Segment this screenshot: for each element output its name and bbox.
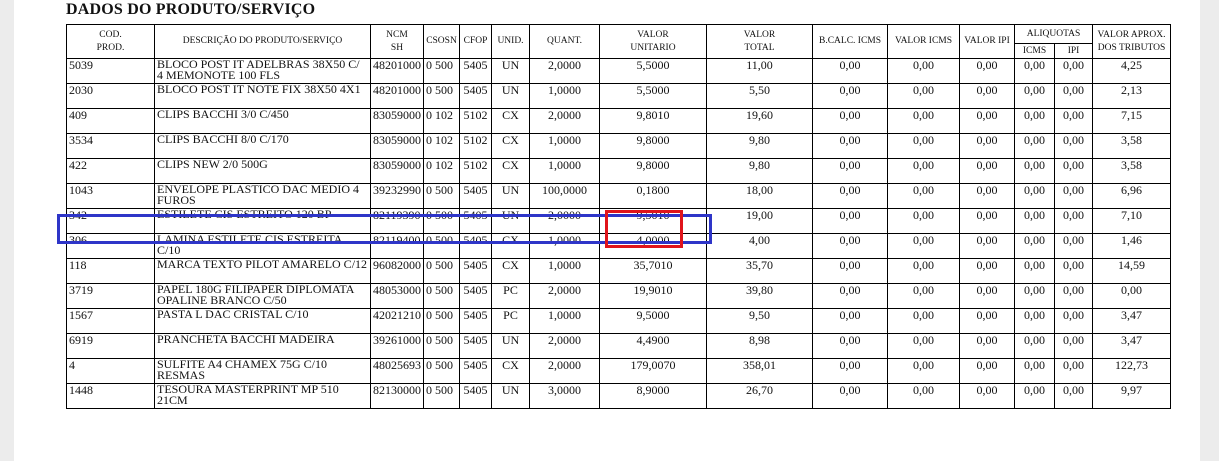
cell-cod: 118: [67, 259, 155, 284]
cell-unid: CX: [492, 109, 530, 134]
cell-valor-total: 26,70: [707, 384, 813, 409]
cell-cod: 306: [67, 234, 155, 259]
header-csosn: CSOSN: [424, 25, 460, 59]
cell-cod: 1448: [67, 384, 155, 409]
cell-valor-ipi: 0,00: [960, 259, 1015, 284]
cell-ncm: 83059000: [371, 134, 424, 159]
cell-csosn: 0 500: [424, 334, 460, 359]
cell-valor-aprox: 3,47: [1093, 309, 1171, 334]
cell-valor-aprox: 122,73: [1093, 359, 1171, 384]
cell-descricao: MARCA TEXTO PILOT AMARELO C/12: [155, 259, 371, 284]
cell-cod: 1043: [67, 184, 155, 209]
cell-unid: CX: [492, 234, 530, 259]
cell-aliquota-ipi: 0,00: [1055, 284, 1093, 309]
cell-bcalc-icms: 0,00: [813, 359, 888, 384]
cell-cod: 409: [67, 109, 155, 134]
cell-aliquota-icms: 0,00: [1015, 284, 1055, 309]
header-unid: UNID.: [492, 25, 530, 59]
cell-quant: 1,0000: [530, 259, 600, 284]
cell-cfop: 5405: [460, 84, 492, 109]
header-valor-total: VALOR TOTAL: [707, 25, 813, 59]
cell-unid: CX: [492, 134, 530, 159]
cell-valor-icms: 0,00: [888, 234, 960, 259]
cell-aliquota-ipi: 0,00: [1055, 259, 1093, 284]
cell-bcalc-icms: 0,00: [813, 84, 888, 109]
cell-valor-aprox: 2,13: [1093, 84, 1171, 109]
cell-aliquota-icms: 0,00: [1015, 309, 1055, 334]
cell-aliquota-ipi: 0,00: [1055, 359, 1093, 384]
cell-quant: 2,0000: [530, 209, 600, 234]
cell-valor-ipi: 0,00: [960, 359, 1015, 384]
cell-valor-icms: 0,00: [888, 84, 960, 109]
cell-cfop: 5405: [460, 284, 492, 309]
cell-bcalc-icms: 0,00: [813, 334, 888, 359]
cell-valor-icms: 0,00: [888, 134, 960, 159]
cell-valor-icms: 0,00: [888, 284, 960, 309]
cell-valor-ipi: 0,00: [960, 234, 1015, 259]
header-bcalc-icms: B.CALC. ICMS: [813, 25, 888, 59]
cell-ncm: 42021210: [371, 309, 424, 334]
cell-ncm: 48025693: [371, 359, 424, 384]
cell-ncm: 83059000: [371, 159, 424, 184]
cell-quant: 2,0000: [530, 109, 600, 134]
cell-valor-unitario: 5,5000: [600, 84, 707, 109]
cell-valor-ipi: 0,00: [960, 59, 1015, 84]
cell-valor-ipi: 0,00: [960, 109, 1015, 134]
cell-aliquota-icms: 0,00: [1015, 109, 1055, 134]
cell-cfop: 5102: [460, 109, 492, 134]
cell-descricao: PRANCHETA BACCHI MADEIRA: [155, 334, 371, 359]
cell-cfop: 5405: [460, 184, 492, 209]
cell-ncm: 48201000: [371, 84, 424, 109]
cell-aliquota-icms: 0,00: [1015, 59, 1055, 84]
header-descricao: DESCRIÇÃO DO PRODUTO/SERVIÇO: [155, 25, 371, 59]
cell-aliquota-icms: 0,00: [1015, 359, 1055, 384]
cell-ncm: 82119390: [371, 209, 424, 234]
cell-quant: 2,0000: [530, 284, 600, 309]
cell-valor-total: 9,50: [707, 309, 813, 334]
cell-cod: 5039: [67, 59, 155, 84]
header-quant: QUANT.: [530, 25, 600, 59]
cell-csosn: 0 500: [424, 259, 460, 284]
cell-valor-total: 358,01: [707, 359, 813, 384]
cell-aliquota-ipi: 0,00: [1055, 384, 1093, 409]
table-row: [67, 284, 1171, 309]
cell-descricao: PAPEL 180G FILIPAPER DIPLOMATA OPALINE BRANCO C/50: [155, 284, 371, 309]
cell-descricao: BLOCO POST IT ADELBRAS 38X50 C/ 4 MEMONOTE 100 FLS: [155, 59, 371, 84]
cell-cfop: 5405: [460, 384, 492, 409]
header-aliquota-icms: ICMS: [1015, 44, 1055, 59]
cell-aliquota-ipi: 0,00: [1055, 334, 1093, 359]
table-row: [67, 134, 1171, 159]
cell-unid: UN: [492, 209, 530, 234]
cell-descricao: CLIPS NEW 2/0 500G: [155, 159, 371, 184]
cell-cfop: 5102: [460, 159, 492, 184]
table-row: [67, 334, 1171, 359]
cell-quant: 1,0000: [530, 234, 600, 259]
cell-valor-total: 19,60: [707, 109, 813, 134]
header-valor-icms: VALOR ICMS: [888, 25, 960, 59]
cell-valor-ipi: 0,00: [960, 384, 1015, 409]
cell-valor-aprox: 7,15: [1093, 109, 1171, 134]
cell-unid: CX: [492, 159, 530, 184]
cell-aliquota-icms: 0,00: [1015, 134, 1055, 159]
header-valor-ipi: VALOR IPI: [960, 25, 1015, 59]
cell-valor-ipi: 0,00: [960, 159, 1015, 184]
cell-valor-total: 11,00: [707, 59, 813, 84]
cell-quant: 3,0000: [530, 384, 600, 409]
cell-descricao: TESOURA MASTERPRINT MP 510 21CM: [155, 384, 371, 409]
table-row: [67, 84, 1171, 109]
cell-aliquota-icms: 0,00: [1015, 234, 1055, 259]
cell-valor-unitario: 19,9010: [600, 284, 707, 309]
cell-csosn: 0 500: [424, 209, 460, 234]
cell-descricao: CLIPS BACCHI 3/0 C/450: [155, 109, 371, 134]
cell-valor-unitario: 0,1800: [600, 184, 707, 209]
cell-valor-aprox: 0,00: [1093, 284, 1171, 309]
cell-valor-icms: 0,00: [888, 209, 960, 234]
cell-valor-aprox: 3,58: [1093, 159, 1171, 184]
cell-valor-aprox: 6,96: [1093, 184, 1171, 209]
header-valor-unitario: VALOR UNITARIO: [600, 25, 707, 59]
cell-csosn: 0 102: [424, 109, 460, 134]
cell-bcalc-icms: 0,00: [813, 234, 888, 259]
cell-valor-aprox: 4,25: [1093, 59, 1171, 84]
cell-unid: UN: [492, 184, 530, 209]
cell-valor-unitario: 9,5010: [600, 209, 707, 234]
cell-valor-aprox: 3,58: [1093, 134, 1171, 159]
cell-descricao: PASTA L DAC CRISTAL C/10: [155, 309, 371, 334]
cell-valor-icms: 0,00: [888, 259, 960, 284]
cell-quant: 1,0000: [530, 309, 600, 334]
header-aliquotas: ALIQUOTAS: [1015, 25, 1093, 44]
cell-bcalc-icms: 0,00: [813, 134, 888, 159]
cell-csosn: 0 102: [424, 159, 460, 184]
table-row: [67, 259, 1171, 284]
cell-csosn: 0 500: [424, 184, 460, 209]
cell-cfop: 5405: [460, 259, 492, 284]
cell-cod: 4: [67, 359, 155, 384]
cell-cod: 6919: [67, 334, 155, 359]
cell-cfop: 5405: [460, 209, 492, 234]
cell-aliquota-icms: 0,00: [1015, 84, 1055, 109]
cell-quant: 2,0000: [530, 59, 600, 84]
cell-ncm: 48053000: [371, 284, 424, 309]
header-ncm: NCM SH: [371, 25, 424, 59]
cell-aliquota-ipi: 0,00: [1055, 309, 1093, 334]
cell-valor-aprox: 7,10: [1093, 209, 1171, 234]
cell-unid: CX: [492, 259, 530, 284]
cell-quant: 100,0000: [530, 184, 600, 209]
cell-valor-ipi: 0,00: [960, 334, 1015, 359]
cell-bcalc-icms: 0,00: [813, 109, 888, 134]
cell-quant: 2,0000: [530, 334, 600, 359]
cell-cod: 3534: [67, 134, 155, 159]
cell-cod: 2030: [67, 84, 155, 109]
cell-csosn: 0 500: [424, 359, 460, 384]
cell-cfop: 5405: [460, 309, 492, 334]
cell-descricao: CLIPS BACCHI 8/0 C/170: [155, 134, 371, 159]
cell-bcalc-icms: 0,00: [813, 284, 888, 309]
cell-valor-unitario: 4,4900: [600, 334, 707, 359]
cell-aliquota-icms: 0,00: [1015, 159, 1055, 184]
cell-valor-icms: 0,00: [888, 159, 960, 184]
cell-valor-ipi: 0,00: [960, 309, 1015, 334]
table-row: [67, 359, 1171, 384]
cell-valor-unitario: 179,0070: [600, 359, 707, 384]
cell-valor-icms: 0,00: [888, 359, 960, 384]
cell-valor-ipi: 0,00: [960, 84, 1015, 109]
cell-valor-aprox: 1,46: [1093, 234, 1171, 259]
cell-valor-unitario: 9,8010: [600, 109, 707, 134]
table-row: [67, 309, 1171, 334]
cell-valor-icms: 0,00: [888, 309, 960, 334]
cell-aliquota-ipi: 0,00: [1055, 84, 1093, 109]
cell-cod: 3719: [67, 284, 155, 309]
cell-quant: 1,0000: [530, 159, 600, 184]
cell-valor-unitario: 9,5000: [600, 309, 707, 334]
cell-valor-total: 19,00: [707, 209, 813, 234]
cell-bcalc-icms: 0,00: [813, 259, 888, 284]
cell-csosn: 0 102: [424, 134, 460, 159]
cell-cfop: 5405: [460, 334, 492, 359]
cell-unid: CX: [492, 359, 530, 384]
cell-cfop: 5405: [460, 234, 492, 259]
cell-highlight-box: [605, 210, 683, 248]
cell-valor-unitario: 35,7010: [600, 259, 707, 284]
cell-unid: UN: [492, 59, 530, 84]
cell-aliquota-ipi: 0,00: [1055, 134, 1093, 159]
cell-valor-icms: 0,00: [888, 184, 960, 209]
cell-valor-icms: 0,00: [888, 109, 960, 134]
cell-cfop: 5102: [460, 134, 492, 159]
cell-valor-icms: 0,00: [888, 384, 960, 409]
cell-aliquota-icms: 0,00: [1015, 384, 1055, 409]
cell-csosn: 0 500: [424, 284, 460, 309]
cell-cfop: 5405: [460, 59, 492, 84]
cell-aliquota-icms: 0,00: [1015, 259, 1055, 284]
cell-aliquota-ipi: 0,00: [1055, 109, 1093, 134]
cell-ncm: 39232990: [371, 184, 424, 209]
cell-aliquota-ipi: 0,00: [1055, 184, 1093, 209]
table-row: [67, 384, 1171, 409]
cell-unid: UN: [492, 334, 530, 359]
cell-csosn: 0 500: [424, 234, 460, 259]
header-cfop: CFOP: [460, 25, 492, 59]
cell-ncm: 96082000: [371, 259, 424, 284]
cell-aliquota-ipi: 0,00: [1055, 209, 1093, 234]
cell-descricao: ENVELOPE PLASTICO DAC MEDIO 4 FUROS: [155, 184, 371, 209]
cell-bcalc-icms: 0,00: [813, 384, 888, 409]
cell-descricao: ESTILETE CIS ESTREITO 120 BP: [155, 209, 371, 234]
cell-quant: 2,0000: [530, 359, 600, 384]
cell-descricao: BLOCO POST IT NOTE FIX 38X50 4X1: [155, 84, 371, 109]
cell-aliquota-icms: 0,00: [1015, 334, 1055, 359]
cell-quant: 1,0000: [530, 84, 600, 109]
cell-valor-unitario: 4,0000: [600, 234, 707, 259]
section-title: DADOS DO PRODUTO/SERVIÇO: [66, 1, 316, 18]
cell-bcalc-icms: 0,00: [813, 309, 888, 334]
cell-aliquota-ipi: 0,00: [1055, 234, 1093, 259]
header-cod: COD. PROD.: [67, 25, 155, 59]
cell-aliquota-ipi: 0,00: [1055, 59, 1093, 84]
cell-valor-ipi: 0,00: [960, 209, 1015, 234]
header-valor-aprox: VALOR APROX. DOS TRIBUTOS: [1093, 25, 1171, 59]
cell-valor-ipi: 0,00: [960, 184, 1015, 209]
cell-unid: UN: [492, 384, 530, 409]
cell-aliquota-icms: 0,00: [1015, 209, 1055, 234]
cell-valor-total: 18,00: [707, 184, 813, 209]
cell-valor-unitario: 9,8000: [600, 134, 707, 159]
cell-csosn: 0 500: [424, 384, 460, 409]
cell-valor-total: 5,50: [707, 84, 813, 109]
cell-aliquota-icms: 0,00: [1015, 184, 1055, 209]
cell-unid: PC: [492, 309, 530, 334]
cell-valor-icms: 0,00: [888, 334, 960, 359]
cell-csosn: 0 500: [424, 84, 460, 109]
cell-valor-unitario: 8,9000: [600, 384, 707, 409]
cell-quant: 1,0000: [530, 134, 600, 159]
cell-descricao: SULFITE A4 CHAMEX 75G C/10 RESMAS: [155, 359, 371, 384]
cell-descricao: LAMINA ESTILETE CIS ESTREITA C/10: [155, 234, 371, 259]
table-row: [67, 59, 1171, 84]
cell-valor-icms: 0,00: [888, 59, 960, 84]
cell-valor-ipi: 0,00: [960, 134, 1015, 159]
cell-unid: UN: [492, 84, 530, 109]
table-row: [67, 159, 1171, 184]
cell-unid: PC: [492, 284, 530, 309]
cell-valor-total: 39,80: [707, 284, 813, 309]
cell-valor-total: 9,80: [707, 134, 813, 159]
cell-ncm: 39261000: [371, 334, 424, 359]
cell-valor-aprox: 14,59: [1093, 259, 1171, 284]
cell-bcalc-icms: 0,00: [813, 59, 888, 84]
cell-csosn: 0 500: [424, 309, 460, 334]
cell-valor-aprox: 9,97: [1093, 384, 1171, 409]
cell-valor-aprox: 3,47: [1093, 334, 1171, 359]
cell-valor-total: 35,70: [707, 259, 813, 284]
cell-valor-total: 4,00: [707, 234, 813, 259]
cell-valor-unitario: 5,5000: [600, 59, 707, 84]
cell-ncm: 82119400: [371, 234, 424, 259]
cell-bcalc-icms: 0,00: [813, 159, 888, 184]
cell-valor-total: 9,80: [707, 159, 813, 184]
cell-bcalc-icms: 0,00: [813, 184, 888, 209]
cell-ncm: 83059000: [371, 109, 424, 134]
cell-cod: 422: [67, 159, 155, 184]
cell-valor-unitario: 9,8000: [600, 159, 707, 184]
cell-ncm: 82130000: [371, 384, 424, 409]
cell-valor-ipi: 0,00: [960, 284, 1015, 309]
cell-ncm: 48201000: [371, 59, 424, 84]
cell-cod: 1567: [67, 309, 155, 334]
cell-cod: 342: [67, 209, 155, 234]
cell-valor-total: 8,98: [707, 334, 813, 359]
cell-csosn: 0 500: [424, 59, 460, 84]
table-row: [67, 109, 1171, 134]
table-row: [67, 184, 1171, 209]
cell-bcalc-icms: 0,00: [813, 209, 888, 234]
cell-aliquota-ipi: 0,00: [1055, 159, 1093, 184]
header-aliquota-ipi: IPI: [1055, 44, 1093, 59]
cell-cfop: 5405: [460, 359, 492, 384]
